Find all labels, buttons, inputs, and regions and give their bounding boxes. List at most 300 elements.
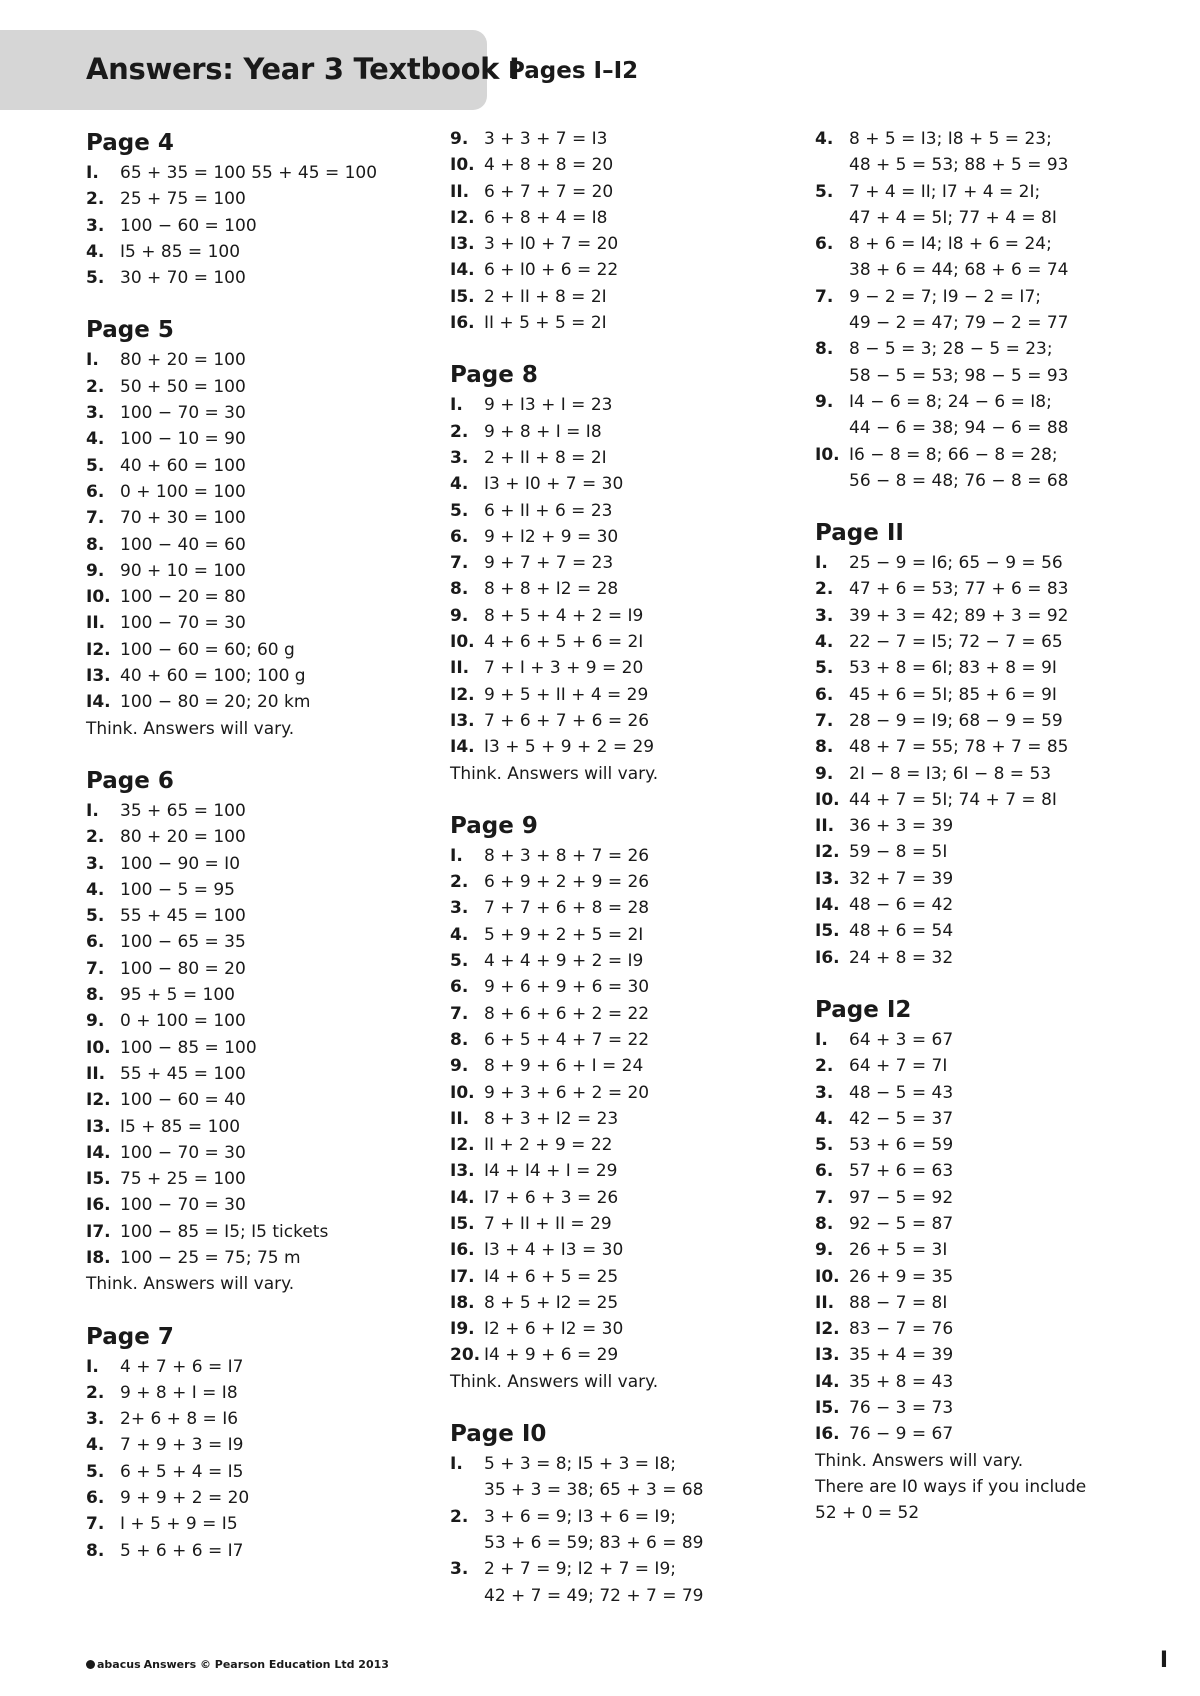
question-number: II.	[815, 816, 835, 837]
question-number: 8.	[86, 534, 105, 555]
answer-text	[120, 1008, 426, 1034]
section-title: Page 9	[450, 812, 538, 839]
answer-line: 36 + 3 = 39	[849, 816, 954, 837]
answer-text	[484, 869, 810, 895]
answer-text	[120, 1192, 426, 1218]
question-number: I2.	[450, 1135, 475, 1156]
answer-item	[450, 974, 810, 1000]
answer-line: 35 + 65 = 100	[120, 800, 246, 821]
answer-text	[120, 426, 426, 452]
question-number: 6.	[450, 526, 469, 547]
answer-item	[815, 945, 1195, 971]
answer-item	[86, 1245, 426, 1271]
answer-text	[849, 839, 1195, 865]
answer-line: 48 + 5 = 53; 88 + 5 = 93	[849, 155, 1069, 176]
answer-item	[815, 708, 1195, 734]
answer-text	[849, 1290, 1195, 1316]
question-number: 8.	[815, 737, 834, 758]
copyright: Answers © Pearson Education Ltd 2013	[143, 1658, 389, 1671]
answer-item	[86, 1538, 426, 1564]
answer-text	[120, 584, 426, 610]
answer-text	[849, 284, 1195, 337]
answer-text	[484, 524, 810, 550]
answer-line: 6 + 9 + 2 + 9 = 26	[484, 872, 650, 893]
question-number: 7.	[86, 508, 105, 529]
answer-line: 7 + 4 = II; I7 + 4 = 2I;	[849, 181, 1041, 202]
answer-item	[815, 761, 1195, 787]
answer-item	[86, 505, 426, 531]
answer-line: 95 + 5 = 100	[120, 985, 235, 1006]
answer-text	[484, 310, 810, 336]
answer-item	[450, 895, 810, 921]
answer-text	[484, 179, 810, 205]
question-number: I.	[815, 553, 828, 574]
answer-line: I4 − 6 = 8; 24 − 6 = I8;	[849, 391, 1052, 412]
answer-item	[815, 442, 1195, 495]
answer-line: 100 − 20 = 80	[120, 587, 246, 608]
answer-line: 26 + 5 = 3I	[849, 1240, 948, 1261]
question-number: 5.	[815, 181, 834, 202]
question-number: 7.	[450, 1003, 469, 1024]
answer-text	[849, 945, 1195, 971]
footer	[86, 1658, 389, 1671]
answer-text	[849, 787, 1195, 813]
question-number: 4.	[815, 1108, 834, 1129]
answer-line: 80 + 20 = 100	[120, 350, 246, 371]
answer-text	[120, 610, 426, 636]
answer-line: 9 + I2 + 9 = 30	[484, 526, 619, 547]
answer-line: 9 + I3 + I = 23	[484, 395, 613, 416]
answer-item	[815, 179, 1195, 232]
answer-line: 30 + 70 = 100	[120, 268, 246, 289]
answer-line: 9 + 8 + I = I8	[120, 1382, 238, 1403]
section-title: Page II	[815, 520, 904, 547]
answer-line: 48 − 5 = 43	[849, 1082, 954, 1103]
answer-line: 4 + 8 + 8 = 20	[484, 155, 614, 176]
answer-line: 53 + 8 = 6I; 83 + 8 = 9I	[849, 658, 1057, 679]
answer-text	[484, 682, 810, 708]
answer-text	[484, 603, 810, 629]
answer-text	[120, 1485, 426, 1511]
answer-text	[484, 1185, 810, 1211]
answer-line: 100 − 65 = 35	[120, 932, 246, 953]
answer-text	[484, 1556, 810, 1609]
answer-item	[86, 1035, 426, 1061]
answer-item	[450, 1106, 810, 1132]
answer-text	[120, 1406, 426, 1432]
extra-note: 52 + 0 = 52	[815, 1503, 920, 1524]
answer-line: 42 − 5 = 37	[849, 1108, 954, 1129]
section-title: Page 6	[86, 767, 174, 794]
answer-line: 55 + 45 = 100	[120, 906, 246, 927]
answer-item	[450, 1264, 810, 1290]
answer-line: 97 − 5 = 92	[849, 1187, 954, 1208]
answer-item	[86, 453, 426, 479]
answer-item	[815, 231, 1195, 284]
question-number: I6.	[450, 1240, 475, 1261]
answer-item	[450, 1158, 810, 1184]
answer-line: 75 + 25 = 100	[120, 1169, 246, 1190]
answer-text	[849, 389, 1195, 442]
answer-section	[815, 516, 1195, 971]
answer-text	[120, 798, 426, 824]
answer-line: 100 − 60 = 40	[120, 1090, 246, 1111]
answer-line: 59 − 8 = 5I	[849, 842, 948, 863]
question-number: I8.	[450, 1292, 475, 1313]
answer-item	[450, 629, 810, 655]
question-number: 5.	[450, 951, 469, 972]
answer-line: 5 + 6 + 6 = I7	[120, 1540, 244, 1561]
column-3	[815, 126, 1195, 1549]
question-number: 5.	[815, 1135, 834, 1156]
answer-line: 50 + 50 = 100	[120, 376, 246, 397]
answer-item	[450, 1451, 810, 1504]
question-number: 8.	[86, 1540, 105, 1561]
answer-text	[849, 1395, 1195, 1421]
answer-text	[484, 205, 810, 231]
question-number: I4.	[86, 1142, 111, 1163]
answer-line: 8 − 5 = 3; 28 − 5 = 23;	[849, 339, 1053, 360]
answer-item	[450, 655, 810, 681]
answer-line: 100 − 80 = 20	[120, 958, 246, 979]
answer-line: 8 + 5 + 4 + 2 = I9	[484, 605, 644, 626]
answer-line: 9 − 2 = 7; I9 − 2 = I7;	[849, 286, 1041, 307]
answer-line: 48 − 6 = 42	[849, 895, 954, 916]
answer-line: 7 + 7 + 6 + 8 = 28	[484, 898, 650, 919]
answer-line: I + 5 + 9 = I5	[120, 1514, 238, 1535]
answer-line: 40 + 60 = 100	[120, 455, 246, 476]
answer-line: 100 − 80 = 20; 20 km	[120, 692, 311, 713]
question-number: I5.	[815, 1398, 840, 1419]
answer-text	[120, 637, 426, 663]
answer-item	[86, 1354, 426, 1380]
question-number: 2.	[815, 1056, 834, 1077]
question-number: I.	[450, 1454, 463, 1475]
answer-text	[849, 813, 1195, 839]
answer-item	[86, 347, 426, 373]
page-number: I	[1159, 1648, 1168, 1673]
answer-line: 7 + 6 + 7 + 6 = 26	[484, 710, 650, 731]
answer-text	[484, 576, 810, 602]
answer-text	[849, 682, 1195, 708]
question-number: 3.	[815, 1082, 834, 1103]
answer-text	[484, 445, 810, 471]
section-title: Page 5	[86, 317, 174, 344]
answer-text	[120, 1432, 426, 1458]
answer-text	[120, 982, 426, 1008]
question-number: 3.	[815, 605, 834, 626]
question-number: I.	[86, 800, 99, 821]
answer-line: 0 + 100 = 100	[120, 1011, 246, 1032]
answer-item	[450, 419, 810, 445]
answer-line: 3 + 6 = 9; I3 + 6 = I9;	[484, 1506, 676, 1527]
answer-line: I7 + 6 + 3 = 26	[484, 1187, 619, 1208]
question-number: I0.	[450, 1082, 475, 1103]
answer-item	[450, 708, 810, 734]
question-number: 9.	[86, 560, 105, 581]
question-number: 6.	[815, 1161, 834, 1182]
question-number: 4.	[86, 241, 105, 262]
answer-text	[120, 505, 426, 531]
answer-item	[450, 948, 810, 974]
answer-section	[86, 1320, 426, 1564]
answer-item	[815, 734, 1195, 760]
question-number: I2.	[450, 207, 475, 228]
answer-section	[86, 126, 426, 291]
answer-text	[120, 929, 426, 955]
answer-text	[484, 655, 810, 681]
answer-item	[450, 1237, 810, 1263]
answer-line: 0 + 100 = 100	[120, 481, 246, 502]
answer-item	[815, 1264, 1195, 1290]
answer-text	[120, 824, 426, 850]
question-number: 7.	[450, 553, 469, 574]
answer-item	[86, 213, 426, 239]
answer-item	[86, 400, 426, 426]
question-number: I2.	[815, 1319, 840, 1340]
answer-text	[120, 1245, 426, 1271]
question-number: I2.	[450, 684, 475, 705]
answer-line: 25 + 75 = 100	[120, 189, 246, 210]
answer-text	[484, 1080, 810, 1106]
answer-line: 3 + I0 + 7 = 20	[484, 234, 619, 255]
question-number: I2.	[86, 639, 111, 660]
answer-line: 53 + 6 = 59	[849, 1135, 954, 1156]
answer-item	[86, 798, 426, 824]
answer-line: 2 + 7 = 9; I2 + 7 = I9;	[484, 1559, 676, 1580]
answer-line: 100 − 70 = 30	[120, 403, 246, 424]
question-number: I4.	[450, 737, 475, 758]
answer-line: 32 + 7 = 39	[849, 868, 954, 889]
abacus-logo	[86, 1658, 141, 1671]
question-number: 7.	[815, 710, 834, 731]
answer-line: 39 + 3 = 42; 89 + 3 = 92	[849, 605, 1069, 626]
answer-line: I2 + 6 + I2 = 30	[484, 1319, 624, 1340]
question-number: 4.	[450, 924, 469, 945]
answer-item	[86, 1087, 426, 1113]
question-number: 8.	[815, 1213, 834, 1234]
answer-text	[849, 1132, 1195, 1158]
answer-item	[450, 498, 810, 524]
answer-text	[849, 892, 1195, 918]
answer-item	[815, 1316, 1195, 1342]
section-title: Page 4	[86, 130, 174, 156]
answer-text	[484, 1158, 810, 1184]
section-title: Page 7	[86, 1323, 174, 1350]
answer-section	[450, 1417, 810, 1609]
answer-item	[450, 843, 810, 869]
answer-item	[86, 610, 426, 636]
question-number: 6.	[450, 977, 469, 998]
answer-line: 100 − 10 = 90	[120, 429, 246, 450]
answer-item	[815, 1185, 1195, 1211]
section-title: Page 8	[450, 362, 538, 389]
logo-dot-icon	[86, 1660, 95, 1669]
answer-line: 35 + 3 = 38; 65 + 3 = 68	[484, 1480, 704, 1501]
answer-text	[120, 877, 426, 903]
question-number: 6.	[815, 234, 834, 255]
answer-line: 100 − 60 = 60; 60 g	[120, 639, 295, 660]
answer-item	[86, 689, 426, 715]
answer-text	[120, 663, 426, 689]
answer-section	[86, 764, 426, 1298]
answer-item	[86, 558, 426, 584]
answer-line: I4 + 9 + 6 = 29	[484, 1345, 619, 1366]
answer-text	[484, 1316, 810, 1342]
answer-item	[450, 1290, 810, 1316]
answer-item	[450, 1001, 810, 1027]
answer-item	[815, 603, 1195, 629]
answer-text	[849, 1027, 1195, 1053]
section-title: Page I0	[450, 1421, 547, 1448]
question-number: I6.	[86, 1195, 111, 1216]
question-number: 6.	[86, 932, 105, 953]
answer-text	[849, 1053, 1195, 1079]
answer-item	[450, 922, 810, 948]
answer-item	[450, 682, 810, 708]
answer-text	[484, 895, 810, 921]
question-number: 2.	[86, 376, 105, 397]
answer-line: 8 + 5 = I3; I8 + 5 = 23;	[849, 129, 1052, 149]
question-number: 6.	[86, 1488, 105, 1509]
answer-text	[484, 257, 810, 283]
answer-text	[849, 1421, 1195, 1447]
answer-text	[484, 708, 810, 734]
answer-text	[849, 1237, 1195, 1263]
question-number: I4.	[815, 1371, 840, 1392]
question-number: II.	[450, 181, 470, 202]
answer-line: 48 + 7 = 55; 78 + 7 = 85	[849, 737, 1069, 758]
question-number: 3.	[86, 215, 105, 236]
answer-line: 2I − 8 = I3; 6I − 8 = 53	[849, 763, 1052, 784]
answer-item	[86, 479, 426, 505]
answer-text	[484, 152, 810, 178]
question-number: I5.	[450, 1213, 475, 1234]
answer-line: II + 2 + 9 = 22	[484, 1135, 613, 1156]
answer-text	[120, 453, 426, 479]
answer-text	[484, 922, 810, 948]
answer-text	[120, 1538, 426, 1564]
answer-item	[450, 1053, 810, 1079]
answer-text	[849, 1369, 1195, 1395]
answer-item	[86, 1511, 426, 1537]
answer-item	[450, 392, 810, 418]
answer-text	[849, 231, 1195, 284]
answer-text	[484, 1264, 810, 1290]
question-number: 3.	[86, 1409, 105, 1430]
question-number: I.	[86, 163, 99, 183]
answer-item	[86, 532, 426, 558]
answer-item	[86, 1192, 426, 1218]
question-number: 7.	[86, 958, 105, 979]
answer-item	[815, 1053, 1195, 1079]
answer-item	[815, 1237, 1195, 1263]
answer-item	[815, 892, 1195, 918]
answer-line: I3 + 4 + I3 = 30	[484, 1240, 624, 1261]
answer-line: 47 + 6 = 53; 77 + 6 = 83	[849, 579, 1069, 600]
answer-text	[849, 1264, 1195, 1290]
answer-item	[450, 445, 810, 471]
answer-item	[450, 1316, 810, 1342]
answer-text	[484, 1027, 810, 1053]
question-number: 3.	[86, 853, 105, 874]
answer-text	[484, 1132, 810, 1158]
answer-text	[484, 734, 810, 760]
answer-item	[86, 265, 426, 291]
answer-text	[484, 1504, 810, 1557]
question-number: 5.	[86, 455, 105, 476]
answer-line: 100 − 70 = 30	[120, 1195, 246, 1216]
answer-text	[484, 1451, 810, 1504]
question-number: I3.	[450, 710, 475, 731]
question-number: 7.	[86, 1514, 105, 1535]
question-number: 4.	[815, 632, 834, 653]
answer-text	[484, 498, 810, 524]
answer-line: 76 − 3 = 73	[849, 1398, 954, 1419]
answer-item	[86, 877, 426, 903]
answer-line: 76 − 9 = 67	[849, 1424, 954, 1445]
question-number: 3.	[450, 898, 469, 919]
question-number: I3.	[815, 868, 840, 889]
answer-item	[86, 1406, 426, 1432]
answer-item	[86, 186, 426, 212]
question-number: 4.	[86, 1435, 105, 1456]
answer-item	[815, 1158, 1195, 1184]
answer-text	[120, 400, 426, 426]
question-number: I5.	[815, 921, 840, 942]
answer-line: 100 − 70 = 30	[120, 613, 246, 634]
answer-item	[450, 310, 810, 336]
answer-item	[450, 1185, 810, 1211]
answer-line: 48 + 6 = 54	[849, 921, 954, 942]
answer-text	[849, 708, 1195, 734]
question-number: I4.	[815, 895, 840, 916]
answer-item	[450, 603, 810, 629]
answer-item	[815, 576, 1195, 602]
question-number: I6.	[815, 947, 840, 968]
question-number: 3.	[450, 447, 469, 468]
answer-item	[450, 152, 810, 178]
answer-line: 8 + 8 + I2 = 28	[484, 579, 619, 600]
question-number: 9.	[86, 1011, 105, 1032]
answer-item	[815, 1027, 1195, 1053]
answer-line: 4 + 4 + 9 + 2 = I9	[484, 951, 644, 972]
answer-item	[86, 1061, 426, 1087]
question-number: I.	[86, 1356, 99, 1377]
question-number: 4.	[86, 879, 105, 900]
answer-line: 9 + 5 + II + 4 = 29	[484, 684, 649, 705]
question-number: I0.	[86, 587, 111, 608]
section-title: Page I2	[815, 996, 912, 1023]
answer-item	[86, 903, 426, 929]
answer-item	[450, 550, 810, 576]
answer-text	[849, 1158, 1195, 1184]
answer-item	[815, 866, 1195, 892]
answer-text	[484, 471, 810, 497]
answer-text	[120, 1140, 426, 1166]
answer-line: 6 + 7 + 7 = 20	[484, 181, 614, 202]
answer-line: 9 + 7 + 7 = 23	[484, 553, 614, 574]
answer-text	[484, 1342, 810, 1368]
question-number: I.	[450, 395, 463, 416]
answer-line: 4 + 7 + 6 = I7	[120, 1356, 244, 1377]
answer-item	[450, 1211, 810, 1237]
think-note: Think. Answers will vary.	[450, 1371, 659, 1392]
answer-line: 9 + 8 + I = I8	[484, 421, 602, 442]
answer-line: 49 − 2 = 47; 79 − 2 = 77	[849, 313, 1069, 334]
answer-text	[484, 284, 810, 310]
answer-item	[815, 787, 1195, 813]
